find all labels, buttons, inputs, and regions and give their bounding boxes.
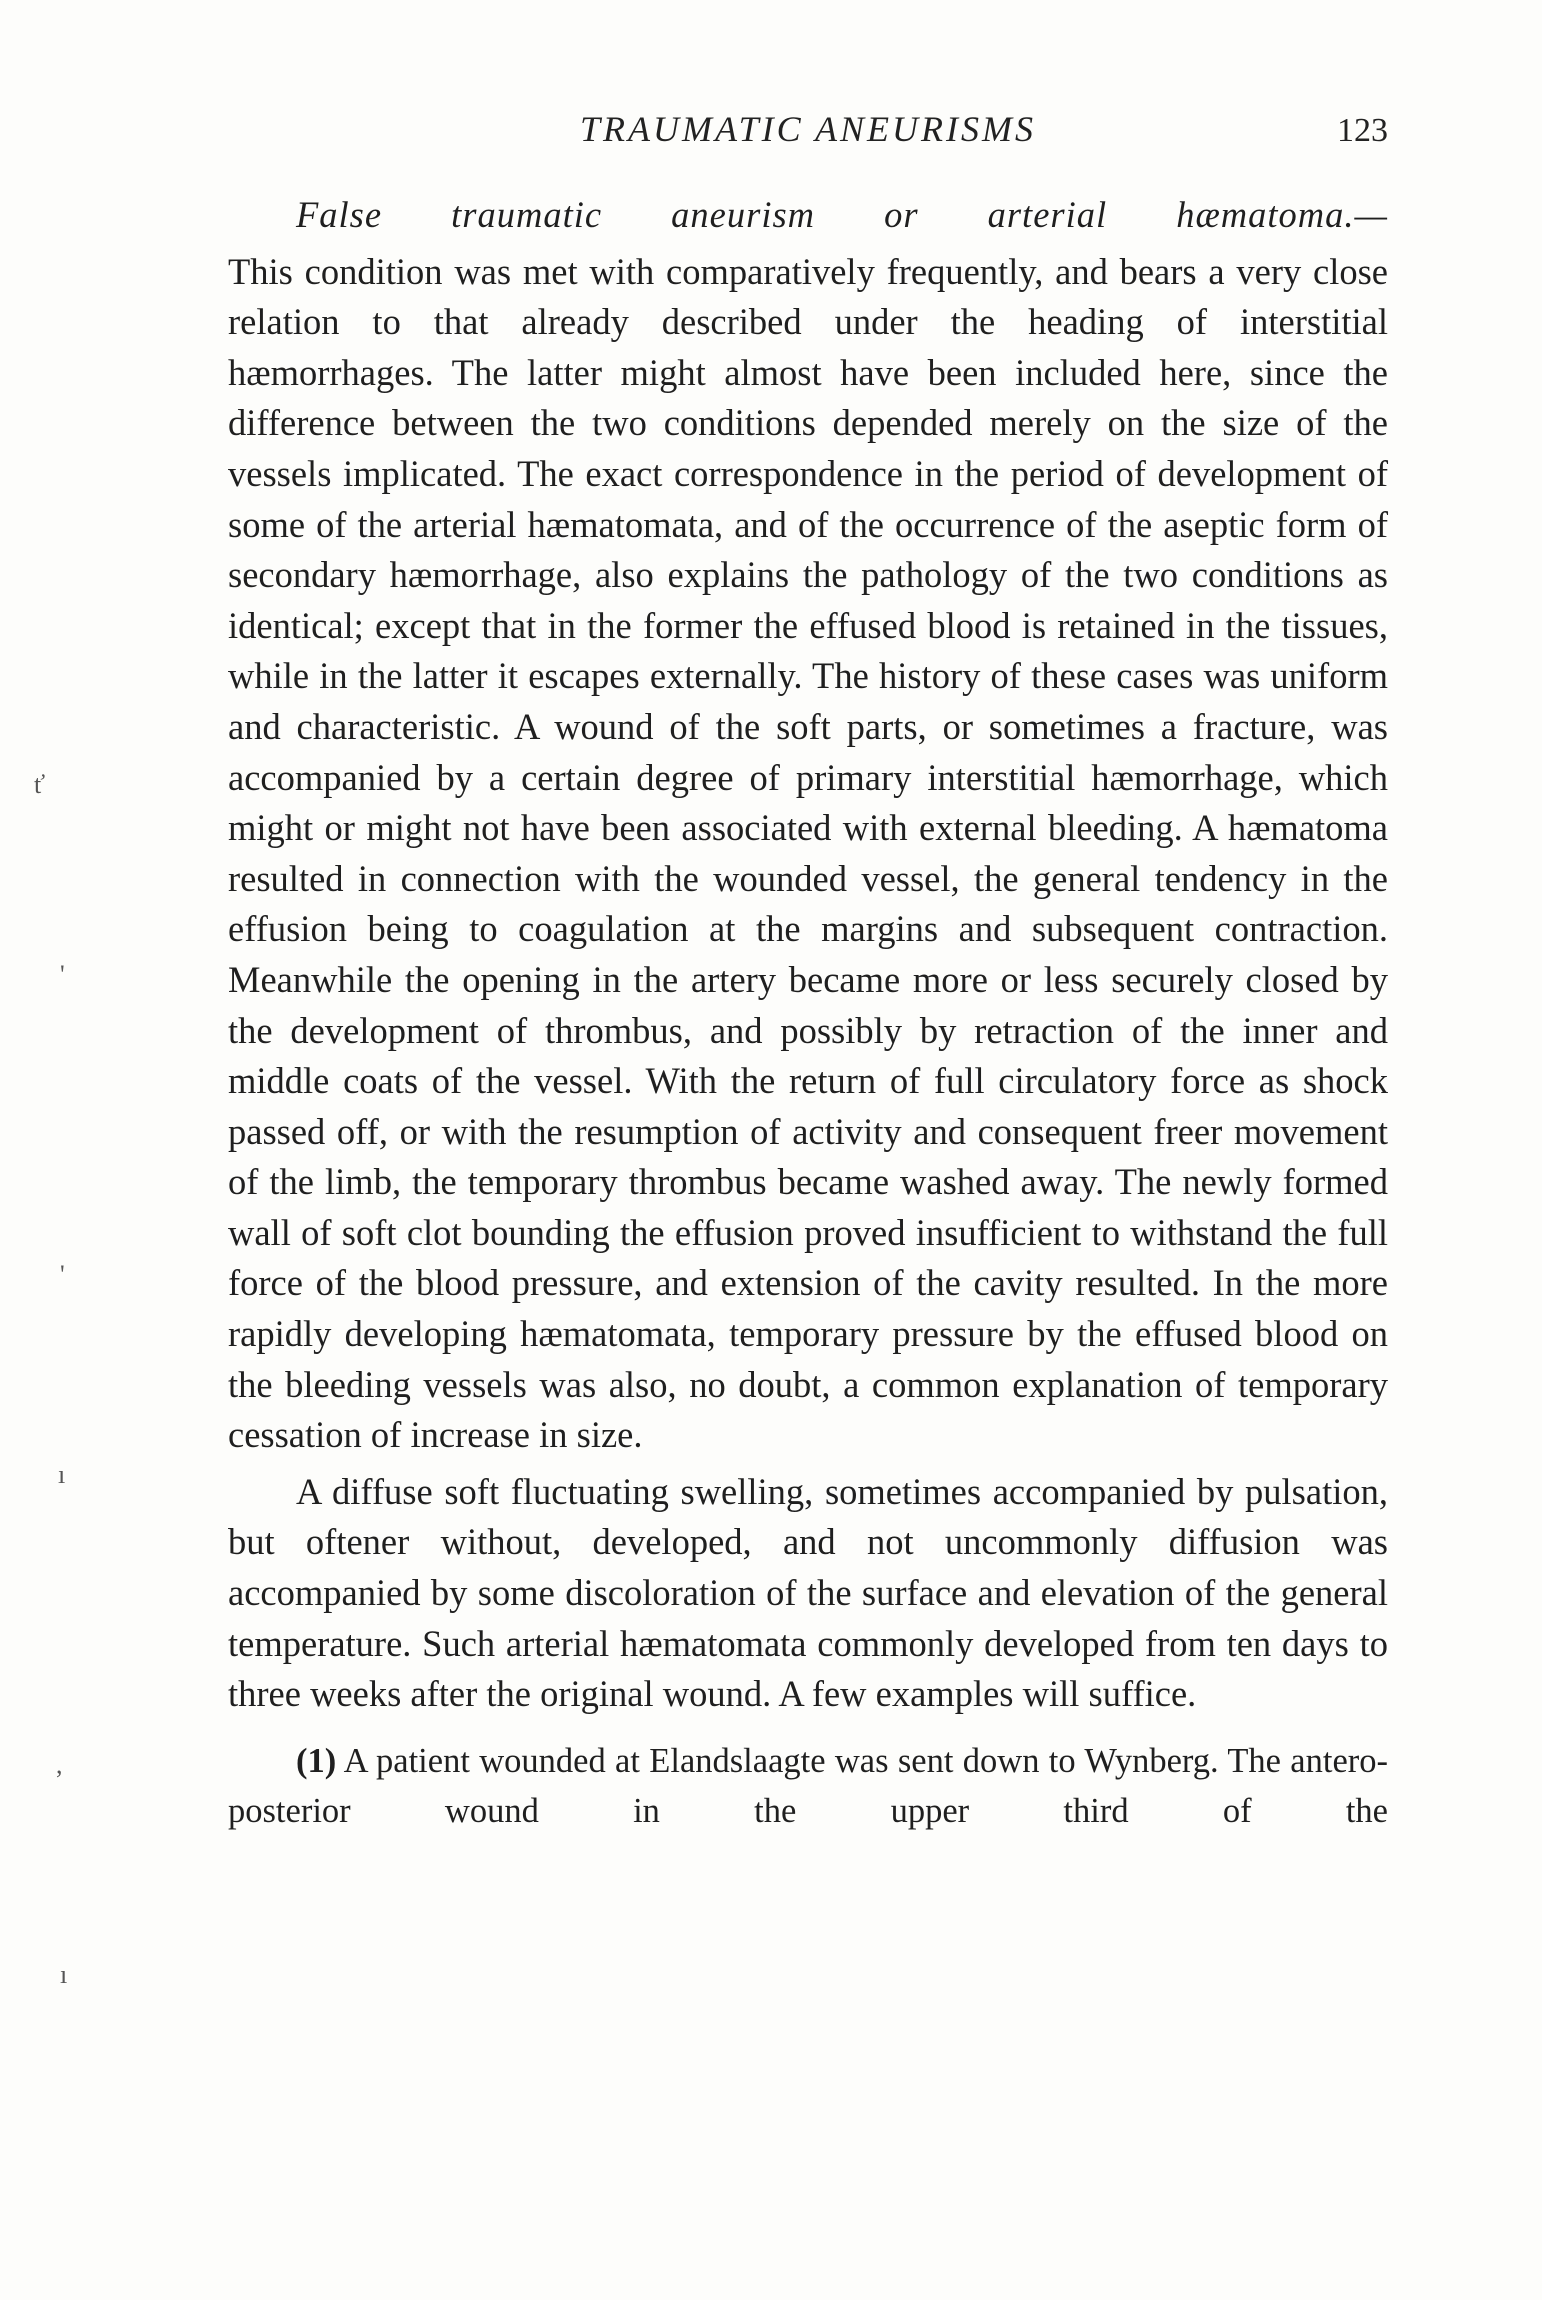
case-1 [228, 1736, 1388, 1836]
section-title: False traumatic aneurism or arterial hæmatoma.— [296, 194, 1388, 235]
case-1-number: (1) [296, 1741, 337, 1780]
page-header [228, 108, 1388, 168]
paragraph-2: A diffuse soft fluctuating swelling, sometimes accompanied by pulsation, but oftener without, developed, and not uncommonly diffusion was accompanied by some discoloration of the surface and elevation of the general temperature. Such arterial hæmatomata commonly developed from ten days to three weeks after the original wound. A few examples will suffice. [228, 1470, 1388, 1715]
case-1-text: A patient wounded at Elandslaagte was sent down to Wynberg. The antero-posterior wound in the upper third of the [228, 1741, 1388, 1830]
margin-speck: ť [34, 770, 46, 799]
margin-speck: ' [60, 960, 65, 989]
body-text [228, 190, 1388, 1836]
paragraph-1: This condition was met with comparatively frequently, and bears a very close relation to that already described under the heading of interstitial hæmorrhages. The latter might almost have been included here, since the difference between the two conditions depended merely on the size of the vessels implicated. The exact correspondence in the period of development of some of the arterial hæmatomata, and of the occurrence of the aseptic form of secondary hæmorrhage, also explains the pathology of the two conditions as identical; except that in the former the effused blood is retained in the tissues, while in the latter it escapes externally. The history of these cases was uniform and characteristic. A wound of the soft parts, or sometimes a fracture, was accompanied by a certain degree of primary interstitial hæmorrhage, which might or might not have been associated with external bleeding. A hæmatoma resulted in connection with the wounded vessel, the general tendency in the effusion being to coagulation at the margins and subsequent contraction. Meanwhile the opening in the artery became more or less securely closed by the development of thrombus, and possibly by retraction of the inner and middle coats of the vessel. With the return of full circulatory force as shock passed off, or with the resumption of activity and consequent freer movement of the limb, the temporary thrombus became washed away. The newly formed wall of soft clot bounding the effusion proved insufficient to withstand the full force of the blood pressure, and extension of the cavity resulted. In the more rapidly developing hæmatomata, temporary pressure by the effused blood on the bleeding vessels was also, no doubt, a common explanation of temporary cessation of increase in size. [228, 250, 1388, 1456]
margin-speck: , [56, 1750, 63, 1779]
running-title: TRAUMATIC ANEURISMS [580, 109, 1036, 149]
page-number: 123 [1337, 112, 1388, 149]
margin-speck: ı [60, 1960, 68, 1989]
margin-speck: ' [60, 1260, 65, 1289]
margin-speck: ı [58, 1460, 66, 1489]
section-title-line [228, 190, 1388, 241]
